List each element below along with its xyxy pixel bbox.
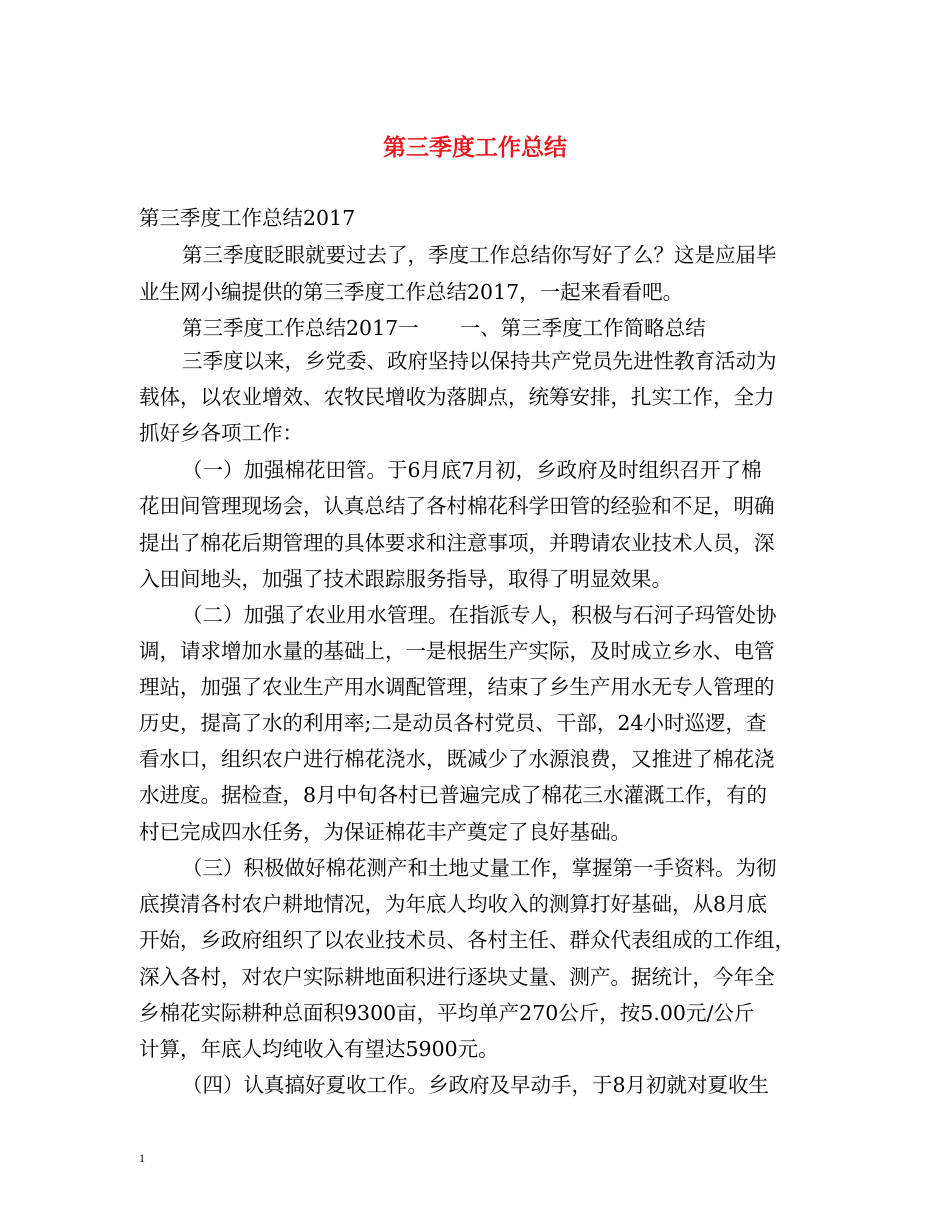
body-line: 看水口，组织农户进行棉花浇水，既减少了水源浪费，又推进了棉花浇	[139, 747, 775, 771]
body-line: 入田间地头，加强了技术跟踪服务指导，取得了明显效果。	[139, 567, 672, 591]
body-line: 载体，以农业增效、农牧民增收为落脚点，统筹安排，扎实工作，全力	[139, 385, 775, 409]
body-line: 水进度。据检查，8月中旬各村已普遍完成了棉花三水灌溉工作，有的	[139, 783, 768, 807]
body-line: 深入各村，对农户实际耕地面积进行逐块丈量、测产。据统计，今年全	[139, 965, 775, 989]
body-line: 开始，乡政府组织了以农业技术员、各村主任、群众代表组成的工作组，	[139, 928, 795, 952]
body-line: 抓好乡各项工作：	[139, 421, 303, 445]
body-line: （一）加强棉花田管。于6月底7月初，乡政府及时组织召开了棉	[182, 458, 762, 482]
body-line: 业生网小编提供的第三季度工作总结2017，一起来看看吧。	[139, 280, 684, 304]
body-line: 第三季度眨眼就要过去了，季度工作总结你写好了么？这是应届毕	[182, 243, 777, 267]
page-number: 1	[139, 1151, 145, 1165]
document-title: 第三季度工作总结	[383, 135, 567, 161]
body-line: 底摸清各村农户耕地情况，为年底人均收入的测算打好基础，从8月底	[139, 892, 768, 916]
body-line: 第三季度工作总结2017	[139, 206, 356, 230]
body-line: （四）认真搞好夏收工作。乡政府及早动手，于8月初就对夏收生	[182, 1073, 770, 1097]
body-line: 第三季度工作总结2017一 一、第三季度工作简略总结	[182, 316, 706, 340]
body-line: 三季度以来，乡党委、政府坚持以保持共产党员先进性教育活动为	[182, 349, 777, 373]
body-line: 计算，年底人均纯收入有望达5900元。	[139, 1037, 499, 1061]
body-line: 花田间管理现场会，认真总结了各村棉花科学田管的经验和不足，明确	[139, 494, 775, 518]
body-line: （二）加强了农业用水管理。在指派专人，积极与石河子玛管处协	[182, 603, 777, 627]
body-line: 提出了棉花后期管理的具体要求和注意事项，并聘请农业技术人员，深	[139, 531, 775, 555]
body-line: 乡棉花实际耕种总面积9300亩，平均单产270公斤，按5.00元/公斤	[139, 1001, 755, 1025]
body-line: 调，请求增加水量的基础上，一是根据生产实际，及时成立乡水、电管	[139, 639, 775, 663]
body-line: 理站，加强了农业生产用水调配管理，结束了乡生产用水无专人管理的	[139, 675, 775, 699]
body-line: 历史，提高了水的利用率;二是动员各村党员、干部，24小时巡逻，查	[139, 711, 767, 735]
body-line: （三）积极做好棉花测产和土地丈量工作，掌握第一手资料。为彻	[182, 856, 777, 880]
body-line: 村已完成四水任务，为保证棉花丰产奠定了良好基础。	[139, 820, 631, 844]
